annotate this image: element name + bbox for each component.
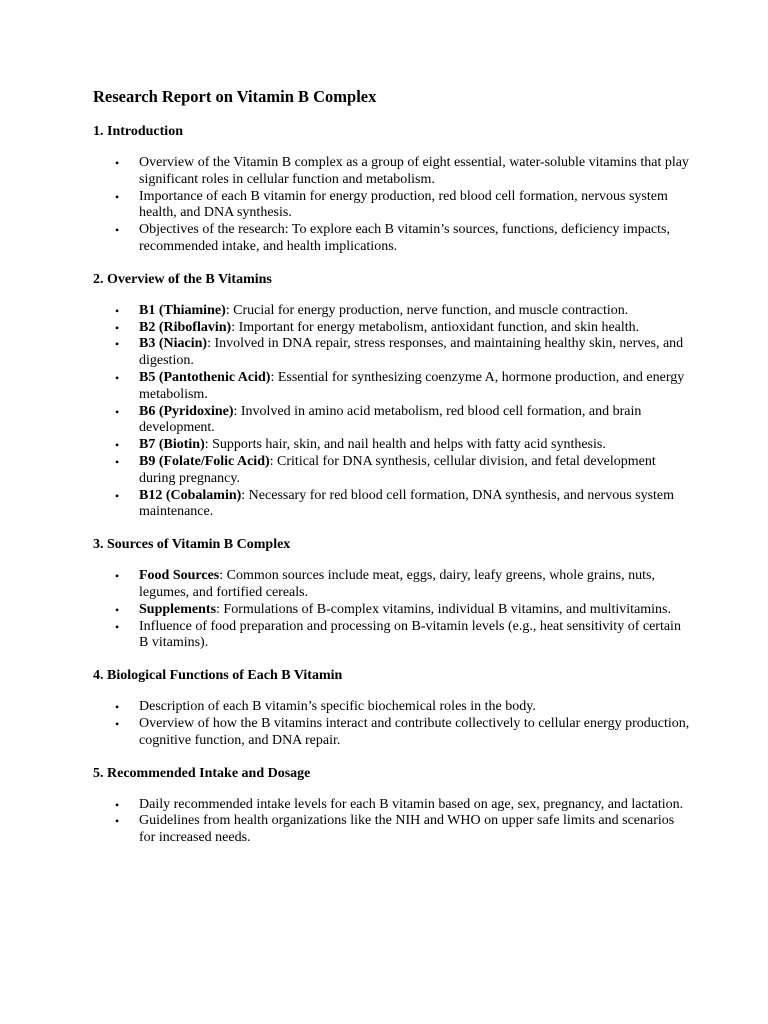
bullet-icon: • bbox=[115, 454, 120, 469]
list-item bbox=[93, 619, 693, 653]
item-text: Overview of the Vitamin B complex as a group of eight essential, water-soluble vitamins that play significant roles in cellular function and metabolism. bbox=[139, 155, 689, 187]
list-item bbox=[93, 336, 693, 370]
bullet-icon: • bbox=[115, 320, 120, 335]
bullet-icon: • bbox=[115, 716, 120, 731]
item-text: : Involved in amino acid metabolism, red blood cell formation, and brain development. bbox=[139, 403, 642, 436]
item-text: : Important for energy metabolism, antioxidant function, and skin health. bbox=[231, 319, 640, 335]
bullet-icon: • bbox=[115, 619, 120, 634]
item-text: Description of each B vitamin’s specific biochemical roles in the body. bbox=[139, 699, 536, 715]
section-1 bbox=[93, 123, 693, 256]
bullet-list bbox=[93, 568, 693, 652]
item-text: : Critical for DNA synthesis, cellular division, and fetal development during pregnancy. bbox=[139, 453, 656, 486]
section-3 bbox=[93, 536, 693, 652]
document-title: Research Report on Vitamin B Complex bbox=[93, 87, 377, 106]
item-term: B3 (Niacin) bbox=[139, 336, 208, 352]
item-term: B2 (Riboflavin) bbox=[139, 319, 232, 335]
item-term: Food Sources bbox=[139, 568, 220, 584]
bullet-icon: • bbox=[115, 438, 120, 453]
document-page bbox=[93, 86, 693, 862]
item-text: Guidelines from health organizations like the NIH and WHO on upper safe limits and scenarios for increased needs. bbox=[139, 813, 675, 846]
bullet-icon: • bbox=[115, 814, 120, 829]
bullet-list bbox=[93, 797, 693, 847]
item-text: Importance of each B vitamin for energy production, red blood cell formation, nervous system health, and DNA synthesis. bbox=[139, 188, 668, 221]
item-text: : Crucial for energy production, nerve function, and muscle contraction. bbox=[225, 302, 629, 318]
item-term: Supplements bbox=[139, 601, 217, 617]
section-5 bbox=[93, 765, 693, 847]
list-item bbox=[93, 488, 693, 522]
bullet-icon: • bbox=[115, 156, 120, 170]
bullet-list bbox=[93, 155, 693, 256]
list-item bbox=[93, 716, 693, 750]
list-item bbox=[93, 568, 693, 602]
item-text: Influence of food preparation and processing on B-vitamin levels (e.g., heat sensitivity of certain B vitamins). bbox=[139, 618, 681, 651]
bullet-icon: • bbox=[115, 189, 120, 204]
bullet-icon: • bbox=[115, 404, 120, 419]
bullet-icon: • bbox=[115, 223, 120, 238]
section-heading: 5. Recommended Intake and Dosage bbox=[93, 765, 311, 781]
list-item bbox=[93, 813, 693, 847]
bullet-icon: • bbox=[115, 370, 120, 385]
section-heading: 2. Overview of the B Vitamins bbox=[93, 271, 272, 287]
section-4 bbox=[93, 667, 693, 749]
list-item bbox=[93, 303, 693, 320]
item-text: : Essential for synthesizing coenzyme A, hormone production, and energy metabolism. bbox=[139, 369, 685, 402]
item-term: B12 (Cobalamin) bbox=[139, 487, 242, 503]
list-item bbox=[93, 320, 693, 337]
list-item bbox=[93, 797, 693, 814]
item-term: B9 (Folate/Folic Acid) bbox=[139, 453, 270, 469]
list-item bbox=[93, 602, 693, 619]
section-heading: 4. Biological Functions of Each B Vitamin bbox=[93, 668, 343, 684]
item-text: : Formulations of B-complex vitamins, individual B vitamins, and multivitamins. bbox=[216, 601, 672, 617]
list-item bbox=[93, 699, 693, 716]
list-item bbox=[93, 454, 693, 488]
item-text: : Common sources include meat, eggs, dairy, leafy greens, whole grains, nuts, legumes, and fortified cereals. bbox=[139, 568, 655, 600]
bullet-icon: • bbox=[115, 797, 120, 812]
item-text: : Supports hair, skin, and nail health and helps with fatty acid synthesis. bbox=[204, 437, 606, 453]
bullet-list bbox=[93, 303, 693, 521]
item-term: B6 (Pyridoxine) bbox=[139, 403, 234, 419]
document-body bbox=[93, 123, 693, 847]
list-item bbox=[93, 222, 693, 256]
item-text: Objectives of the research: To explore each B vitamin’s sources, functions, deficiency impacts, recommended intake, and health implications. bbox=[139, 222, 670, 254]
bullet-icon: • bbox=[115, 303, 120, 318]
list-item bbox=[93, 437, 693, 454]
section-heading: 1. Introduction bbox=[93, 124, 183, 139]
bullet-icon: • bbox=[115, 337, 120, 352]
bullet-list bbox=[93, 699, 693, 749]
item-text: Daily recommended intake levels for each B vitamin based on age, sex, pregnancy, and lactation. bbox=[139, 796, 684, 812]
item-term: B7 (Biotin) bbox=[139, 437, 205, 453]
section-heading: 3. Sources of Vitamin B Complex bbox=[93, 537, 291, 553]
item-text: : Necessary for red blood cell formation, DNA synthesis, and nervous system maintenance. bbox=[139, 487, 675, 520]
section-2 bbox=[93, 271, 693, 521]
item-term: B1 (Thiamine) bbox=[139, 302, 226, 318]
bullet-icon: • bbox=[115, 569, 120, 584]
bullet-icon: • bbox=[115, 602, 120, 617]
item-term: B5 (Pantothenic Acid) bbox=[139, 369, 271, 385]
list-item bbox=[93, 155, 693, 189]
item-text: Overview of how the B vitamins interact and contribute collectively to cellular energy production, cognitive function, and DNA repair. bbox=[139, 715, 690, 748]
list-item bbox=[93, 404, 693, 438]
bullet-icon: • bbox=[115, 700, 120, 715]
list-item bbox=[93, 189, 693, 223]
item-text: : Involved in DNA repair, stress responses, and maintaining healthy skin, nerves, and digestion. bbox=[139, 336, 684, 369]
bullet-icon: • bbox=[115, 488, 120, 503]
list-item bbox=[93, 370, 693, 404]
